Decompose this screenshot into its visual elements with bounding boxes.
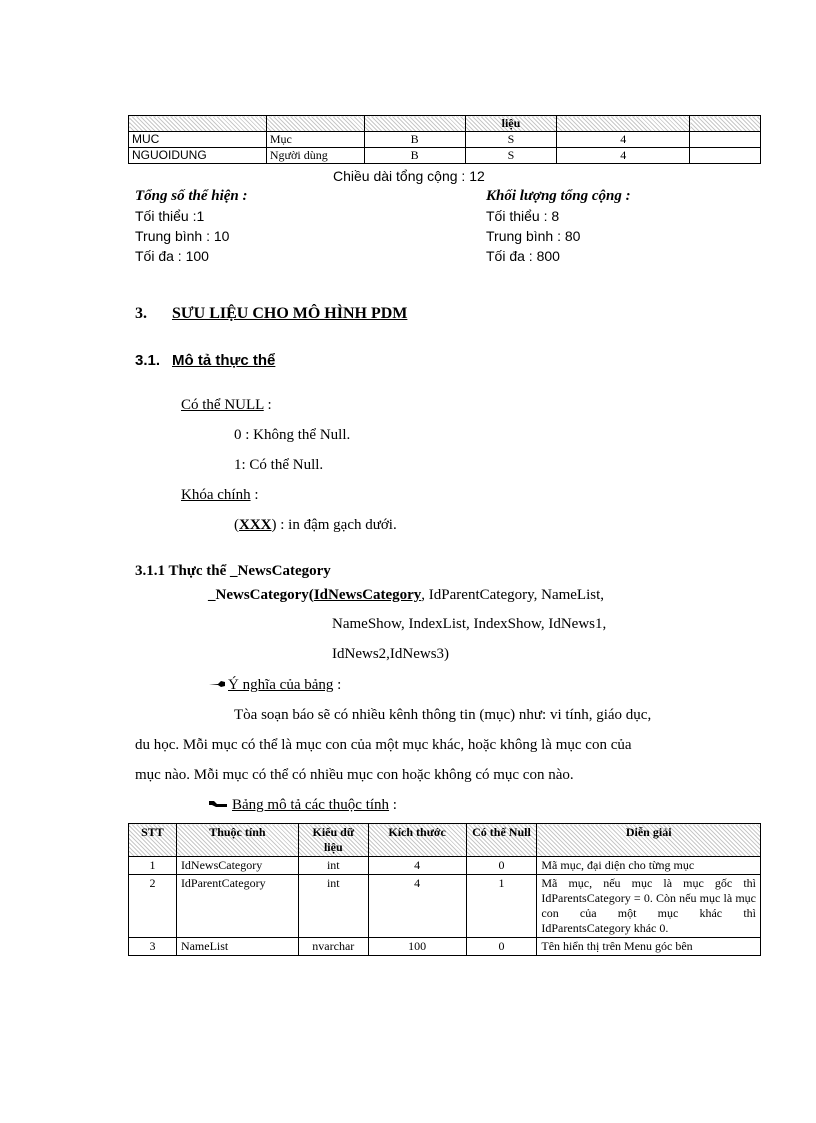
table-cell: 3	[129, 938, 177, 956]
table-cell: 4	[557, 148, 690, 164]
nullable-option-1: 1: Có thể Null.	[234, 457, 324, 473]
table-cell: Mã mục, đại diện cho từng mục	[537, 857, 761, 875]
meaning-heading	[208, 676, 341, 694]
header-cell: Có thể Null	[466, 824, 537, 857]
writing-hand-icon	[208, 796, 232, 814]
header-cell: Diễn giải	[537, 824, 761, 857]
primary-key-label: Khóa chính	[181, 487, 251, 503]
pointing-hand-icon	[208, 676, 228, 694]
entity-pk: IdNewsCategory	[313, 587, 422, 603]
table-cell: Người dùng	[266, 148, 364, 164]
table-cell: B	[364, 132, 465, 148]
table-header-row	[129, 824, 761, 857]
table-cell: 4	[368, 875, 466, 938]
table-cell: 4	[368, 857, 466, 875]
nullable-option-0: 0 : Không thể Null.	[234, 427, 351, 443]
header-cell: liệu	[465, 116, 557, 132]
meaning-label: Ý nghĩa của bảng	[228, 677, 334, 693]
volume-avg: Trung bình : 80	[486, 228, 581, 244]
table-cell: Tên hiển thị trên Menu góc bên	[537, 938, 761, 956]
table-row	[129, 857, 761, 875]
nullable-heading	[181, 396, 272, 414]
table-cell: 4	[557, 132, 690, 148]
header-cell: Kích thước	[368, 824, 466, 857]
primary-key-sample: XXX	[239, 517, 272, 533]
table-cell: B	[364, 148, 465, 164]
table-cell: NameList	[176, 938, 298, 956]
volume-min: Tối thiểu : 8	[486, 208, 560, 224]
header-cell	[557, 116, 690, 132]
table-cell: S	[465, 132, 557, 148]
table-cell: Mục	[266, 132, 364, 148]
attr-desc-heading	[208, 796, 397, 814]
entity-line-2: NameShow, IndexList, IndexShow, IdNews1,	[332, 616, 607, 632]
section-311-title: 3.1.1 Thực thể _NewsCategory	[135, 563, 331, 579]
table-row	[129, 132, 761, 148]
section-3-number: 3.	[135, 305, 147, 322]
table-cell: Mã mục, nếu mục là mục gốc thì IdParentsCategory = 0. Còn nếu mục là mục con của một mục khác thì IdParentsCategory khác 0.	[537, 875, 761, 938]
instances-title: Tổng số thể hiện :	[135, 188, 248, 204]
table-header-row	[129, 116, 761, 132]
primary-key-example: (XXX) : in đậm gạch dưới.	[234, 517, 397, 533]
meaning-line-3: mục nào. Mỗi mục có thể có nhiều mục con hoặc không có mục con nào.	[135, 767, 574, 783]
table-cell: MUC	[129, 132, 267, 148]
volume-title: Khối lượng tổng cộng :	[486, 188, 631, 204]
section-31-number: 3.1.	[135, 352, 161, 369]
table-cell: S	[465, 148, 557, 164]
attribute-table	[128, 823, 761, 956]
table-cell: 0	[466, 857, 537, 875]
attr-desc-label: Bảng mô tả các thuộc tính	[232, 797, 390, 813]
table-cell	[690, 132, 761, 148]
attr-desc-colon: :	[389, 797, 397, 813]
instances-max: Tối đa : 100	[135, 248, 209, 264]
table-cell: IdParentCategory	[176, 875, 298, 938]
table-cell: int	[298, 857, 368, 875]
table-row	[129, 938, 761, 956]
table-row	[129, 148, 761, 164]
entity-size-table	[128, 115, 761, 164]
instances-min: Tối thiểu :1	[135, 208, 205, 224]
table-cell: 2	[129, 875, 177, 938]
table-cell: IdNewsCategory	[176, 857, 298, 875]
table-cell: 1	[466, 875, 537, 938]
table-cell: int	[298, 875, 368, 938]
table-cell: 100	[368, 938, 466, 956]
section-31-title: Mô tả thực thể	[172, 352, 276, 369]
table-cell: 0	[466, 938, 537, 956]
meaning-colon: :	[333, 677, 342, 693]
table-row	[129, 875, 761, 938]
meaning-line-2: du học. Mỗi mục có thể là mục con của một mục khác, hoặc không là mục con của	[135, 737, 632, 753]
header-cell	[364, 116, 465, 132]
header-cell	[266, 116, 364, 132]
table-cell: NGUOIDUNG	[129, 148, 267, 164]
header-cell: STT	[129, 824, 177, 857]
primary-key-colon: :	[250, 487, 259, 503]
entity-name: _NewsCategory(	[208, 587, 314, 603]
header-cell: Kiểu dữ liệu	[298, 824, 368, 857]
primary-key-desc: : in đậm gạch dưới.	[276, 517, 397, 533]
entity-rest: , IdParentCategory, NameList,	[421, 587, 605, 603]
section-3-title: SƯU LIỆU CHO MÔ HÌNH PDM	[172, 305, 408, 322]
nullable-label: Có thể NULL	[181, 397, 264, 413]
entity-line-1	[208, 586, 604, 604]
nullable-colon: :	[263, 397, 272, 413]
instances-avg: Trung bình : 10	[135, 228, 230, 244]
volume-max: Tối đa : 800	[486, 248, 560, 264]
primary-key-heading	[181, 486, 259, 504]
table-cell: nvarchar	[298, 938, 368, 956]
entity-line-3: IdNews2,IdNews3)	[332, 646, 450, 662]
table-cell: 1	[129, 857, 177, 875]
header-cell: Thuộc tính	[176, 824, 298, 857]
meaning-line-1: Tòa soạn báo sẽ có nhiều kênh thông tin (mục) như: vi tính, giáo dục,	[234, 707, 652, 723]
table-cell	[690, 148, 761, 164]
header-cell	[690, 116, 761, 132]
header-cell	[129, 116, 267, 132]
total-length: Chiều dài tổng cộng : 12	[333, 168, 485, 184]
